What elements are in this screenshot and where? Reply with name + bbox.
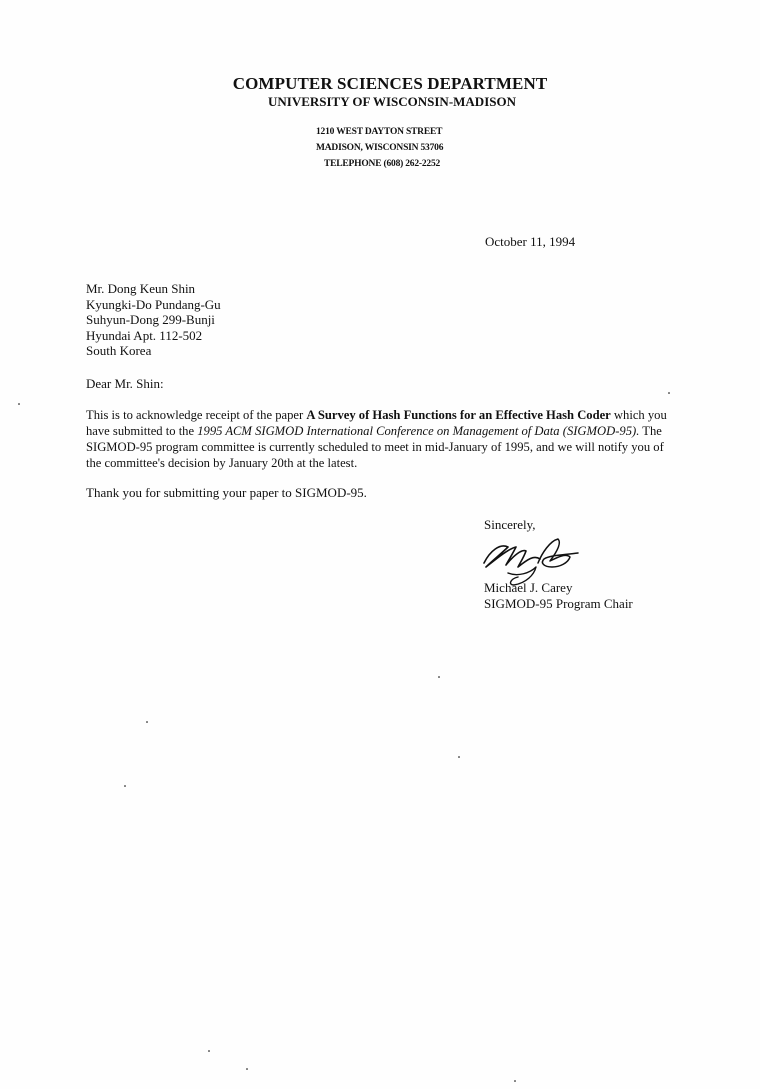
body-text: have submitted to the	[86, 424, 198, 438]
department-heading: COMPUTER SCIENCES DEPARTMENT	[232, 74, 548, 93]
signer-title: SIGMOD-95 Program Chair	[484, 596, 633, 611]
body-text: which you	[610, 408, 667, 422]
letterhead-street: 1210 WEST DAYTON STREET	[316, 127, 443, 137]
scan-speck	[124, 785, 126, 787]
body-line-4: the committee's decision by January 20th at the latest.	[86, 456, 358, 470]
scan-speck	[18, 403, 20, 405]
recipient-line-3: Hyundai Apt. 112-502	[86, 327, 203, 343]
recipient-line-2: Suhyun-Dong 299-Bunji	[86, 312, 215, 327]
body-line-2	[86, 423, 706, 439]
letterhead-telephone: TELEPHONE (608) 262-2252	[324, 159, 441, 169]
signer-block	[484, 580, 633, 612]
closing: Sincerely,	[484, 517, 536, 532]
body-text: The	[639, 424, 662, 438]
body-paragraph	[86, 407, 706, 471]
salutation: Dear Mr. Shin:	[86, 376, 164, 391]
body-text: This is to acknowledge receipt of the paper	[86, 408, 307, 422]
university-heading: UNIVERSITY OF WISCONSIN-MADISON	[267, 94, 516, 109]
recipient-address	[86, 281, 221, 359]
thanks-paragraph: Thank you for submitting your paper to SIGMOD-95.	[86, 485, 367, 500]
signer-name: Michael J. Carey	[484, 580, 573, 595]
letterhead-city: MADISON, WISCONSIN 53706	[316, 143, 444, 153]
paper-title: A Survey of Hash Functions for an Effective Hash Coder	[306, 408, 611, 422]
scan-speck	[668, 392, 670, 394]
letter-date: October 11, 1994	[485, 234, 576, 249]
recipient-line-1: Kyungki-Do Pundang-Gu	[86, 296, 221, 312]
body-line-3: SIGMOD-95 program committee is currently scheduled to meet in mid-January of 1995, and we will notify you of	[86, 440, 664, 454]
scan-speck	[246, 1068, 248, 1070]
scan-speck	[208, 1050, 210, 1052]
body-line-1	[86, 407, 706, 423]
scan-speck	[514, 1080, 516, 1082]
scan-speck	[146, 721, 148, 723]
recipient-name: Mr. Dong Keun Shin	[86, 281, 196, 296]
recipient-country: South Korea	[86, 343, 152, 358]
scan-speck	[438, 676, 440, 678]
scan-speck	[458, 756, 460, 758]
conference-name: 1995 ACM SIGMOD International Conference on Management of Data (SIGMOD-95).	[197, 424, 640, 438]
